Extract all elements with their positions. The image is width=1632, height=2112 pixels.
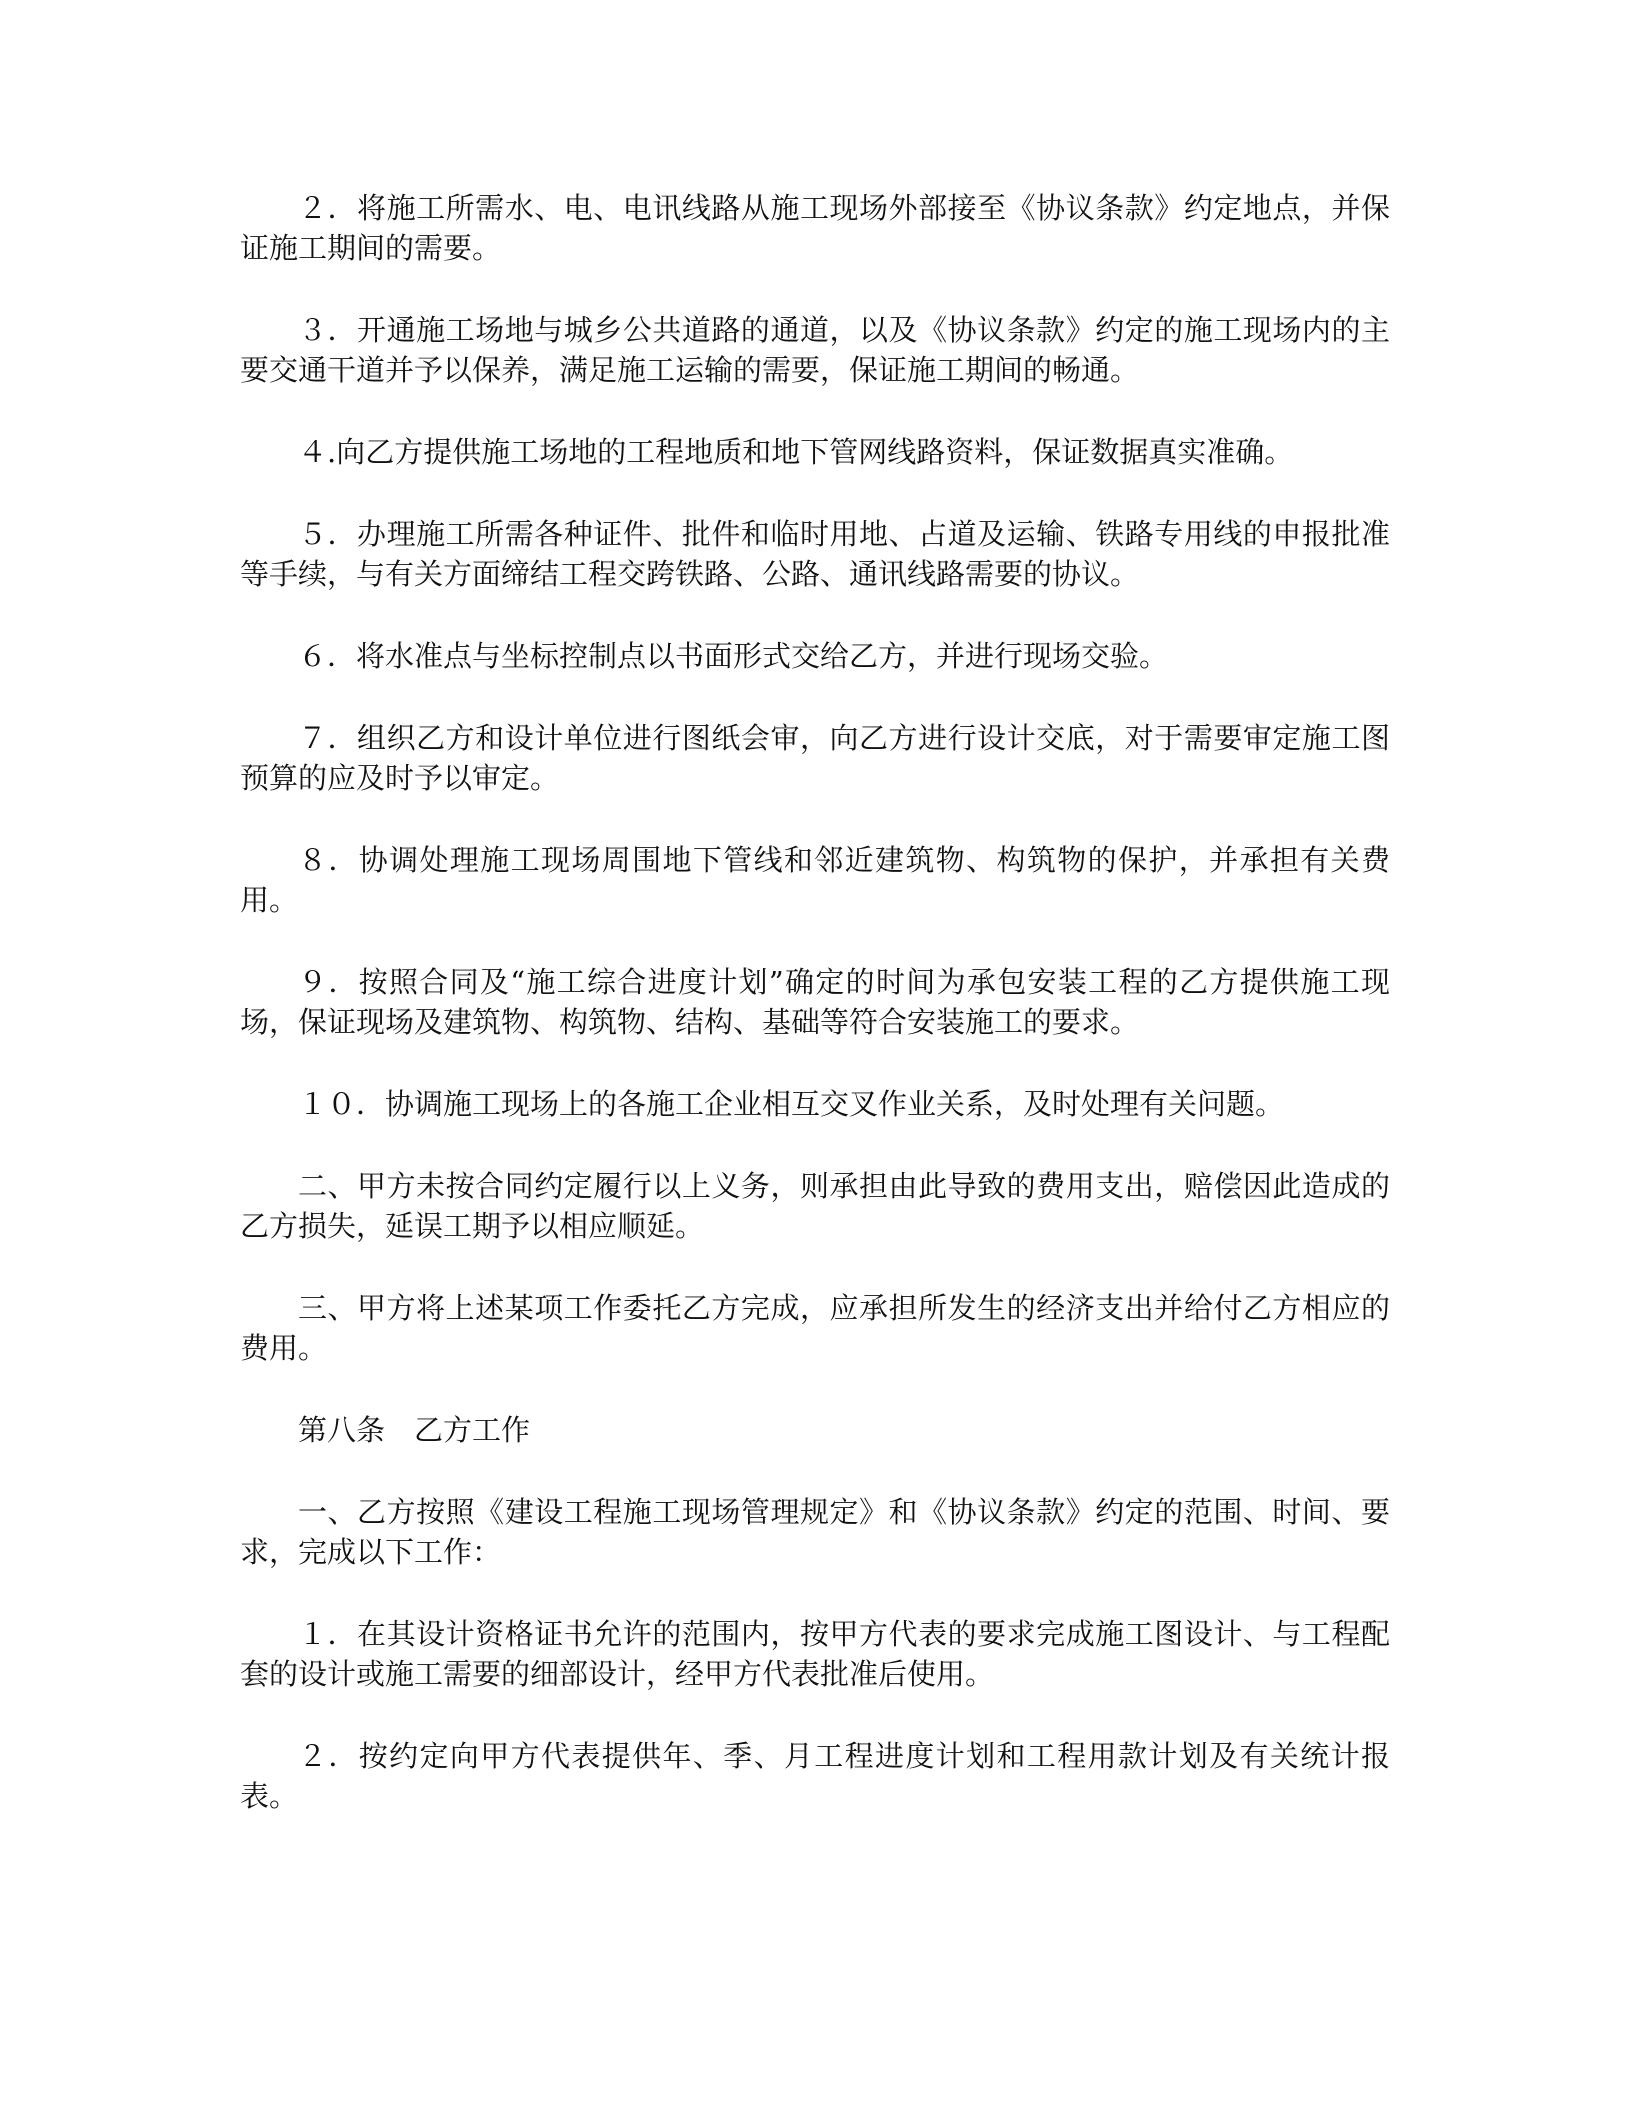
paragraph-subitem-2: ２．按约定向甲方代表提供年、季、月工程进度计划和工程用款计划及有关统计报表。: [240, 1739, 1390, 1813]
paragraph-item-3: ３．开通施工场地与城乡公共道路的通道，以及《协议条款》约定的施工现场内的主要交通干道并予以保养，满足施工运输的需要，保证施工期间的畅通。: [240, 313, 1390, 387]
paragraph-clause-three: 三、甲方将上述某项工作委托乙方完成，应承担所发生的经济支出并给付乙方相应的费用。: [240, 1291, 1390, 1365]
paragraph-subitem-1: １．在其设计资格证书允许的范围内，按甲方代表的要求完成施工图设计、与工程配套的设计或施工需要的细部设计，经甲方代表批准后使用。: [240, 1617, 1390, 1691]
article-heading: 第八条 乙方工作: [298, 1413, 531, 1447]
paragraph-item-7: ７．组织乙方和设计单位进行图纸会审，向乙方进行设计交底，对于需要审定施工图预算的应及时予以审定。: [240, 721, 1390, 795]
paragraph-item-2: ２．将施工所需水、电、电讯线路从施工现场外部接至《协议条款》约定地点，并保证施工期间的需要。: [240, 191, 1390, 265]
paragraph-item-10: １０．协调施工现场上的各施工企业相互交叉作业关系，及时处理有关问题。: [298, 1087, 1285, 1121]
paragraph-item-5: ５．办理施工所需各种证件、批件和临时用地、占道及运输、铁路专用线的申报批准等手续，与有关方面缔结工程交跨铁路、公路、通讯线路需要的协议。: [240, 517, 1390, 591]
paragraph-item-9: ９．按照合同及“施工综合进度计划”确定的时间为承包安装工程的乙方提供施工现场，保证现场及建筑物、构筑物、结构、基础等符合安装施工的要求。: [240, 965, 1390, 1039]
paragraph-item-8: ８．协调处理施工现场周围地下管线和邻近建筑物、构筑物的保护，并承担有关费用。: [240, 843, 1390, 917]
document-body: [240, 188, 1390, 1858]
paragraph-clause-two: 二、甲方未按合同约定履行以上义务，则承担由此导致的费用支出，赔偿因此造成的乙方损失，延误工期予以相应顺延。: [240, 1169, 1390, 1243]
paragraph-item-6: ６．将水准点与坐标控制点以书面形式交给乙方，并进行现场交验。: [298, 639, 1169, 673]
paragraph-clause-one: 一、乙方按照《建设工程施工现场管理规定》和《协议条款》约定的范围、时间、要求，完成以下工作：: [240, 1495, 1390, 1569]
paragraph-item-4: ４.向乙方提供施工场地的工程地质和地下管网线路资料，保证数据真实准确。: [298, 435, 1294, 469]
